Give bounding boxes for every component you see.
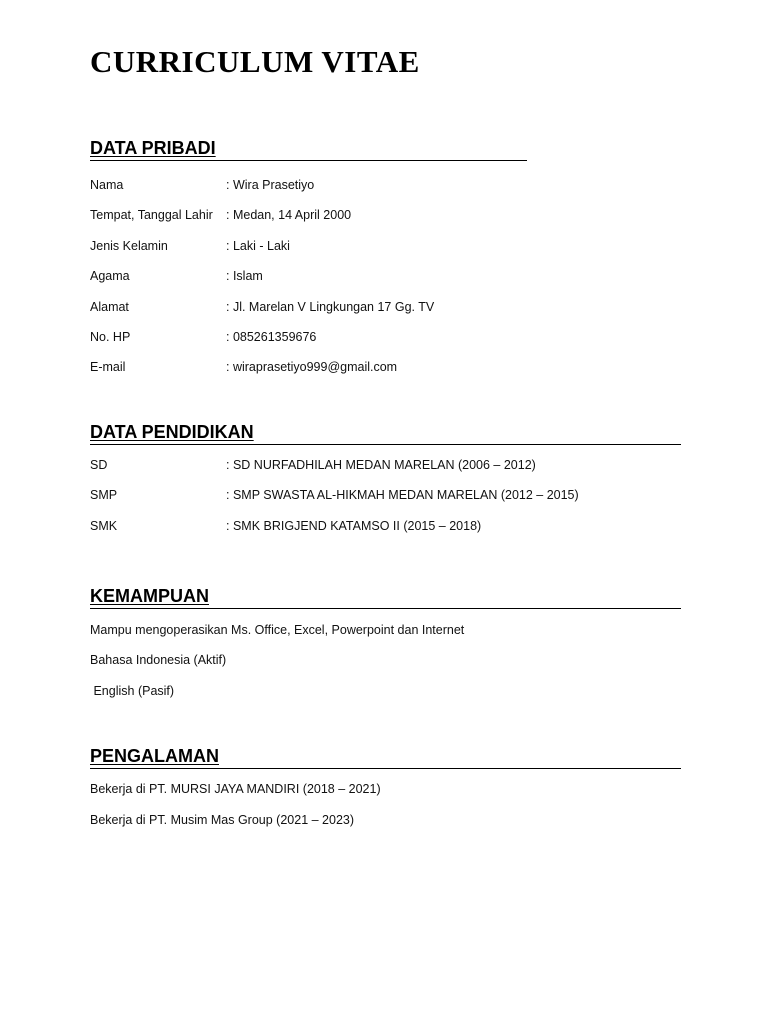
field-label: Alamat	[90, 299, 129, 314]
section-pengalaman	[90, 745, 681, 841]
personal-row-religion	[90, 268, 527, 298]
experience-item: Bekerja di PT. MURSI JAYA MANDIRI (2018 – 2021)	[90, 782, 381, 796]
field-label: Nama	[90, 178, 124, 192]
section-heading-data-pendidikan: DATA PENDIDIKAN	[90, 421, 681, 445]
field-value: : 085261359676	[226, 329, 316, 345]
education-school: : SMP SWASTA AL-HIKMAH MEDAN MARELAN (2012 – 2015)	[226, 487, 579, 503]
education-school: : SMK BRIGJEND KATAMSO II (2015 – 2018)	[226, 518, 481, 534]
education-row-sd	[90, 457, 681, 487]
personal-row-phone	[90, 329, 527, 359]
field-value: : Laki - Laki	[226, 238, 290, 254]
document-title: CURRICULUM VITAE	[90, 44, 420, 79]
education-list	[90, 457, 681, 548]
field-value: : Medan, 14 April 2000	[226, 207, 351, 223]
personal-row-birth	[90, 207, 527, 237]
experience-list	[90, 781, 681, 841]
education-level: SMP	[90, 488, 118, 503]
section-heading-pengalaman: PENGALAMAN	[90, 745, 681, 769]
personal-row-address	[90, 299, 527, 329]
education-row-smk	[90, 518, 681, 548]
personal-row-email	[90, 359, 527, 389]
section-kemampuan	[90, 585, 681, 713]
field-label: Agama	[90, 269, 130, 284]
personal-row-gender	[90, 238, 527, 268]
skill-item: English (Pasif)	[90, 683, 175, 698]
education-school: : SD NURFADHILAH MEDAN MARELAN (2006 – 2012)	[226, 457, 536, 473]
skills-list	[90, 622, 681, 713]
education-level: SMK	[90, 518, 118, 533]
section-heading-kemampuan: KEMAMPUAN	[90, 585, 681, 609]
skill-item: Mampu mengoperasikan Ms. Office, Excel, Powerpoint dan Internet	[90, 623, 465, 637]
field-label: No. HP	[90, 329, 131, 344]
education-row-smp	[90, 487, 681, 517]
field-label: Tempat, Tanggal Lahir	[90, 208, 213, 223]
field-label: Jenis Kelamin	[90, 238, 168, 253]
personal-data-list	[90, 177, 527, 390]
skill-item: Bahasa Indonesia (Aktif)	[90, 653, 227, 668]
experience-item: Bekerja di PT. Musim Mas Group (2021 – 2023)	[90, 813, 355, 827]
field-value: : Jl. Marelan V Lingkungan 17 Gg. TV	[226, 299, 434, 315]
field-value: : Wira Prasetiyo	[226, 177, 314, 193]
field-label: E-mail	[90, 360, 126, 375]
field-value: : wiraprasetiyo999@gmail.com	[226, 359, 397, 375]
education-level: SD	[90, 458, 108, 472]
section-heading-data-pribadi: DATA PRIBADI	[90, 137, 527, 161]
section-data-pribadi	[90, 137, 527, 390]
section-data-pendidikan	[90, 421, 681, 548]
field-value: : Islam	[226, 268, 263, 284]
personal-row-nama	[90, 177, 527, 207]
